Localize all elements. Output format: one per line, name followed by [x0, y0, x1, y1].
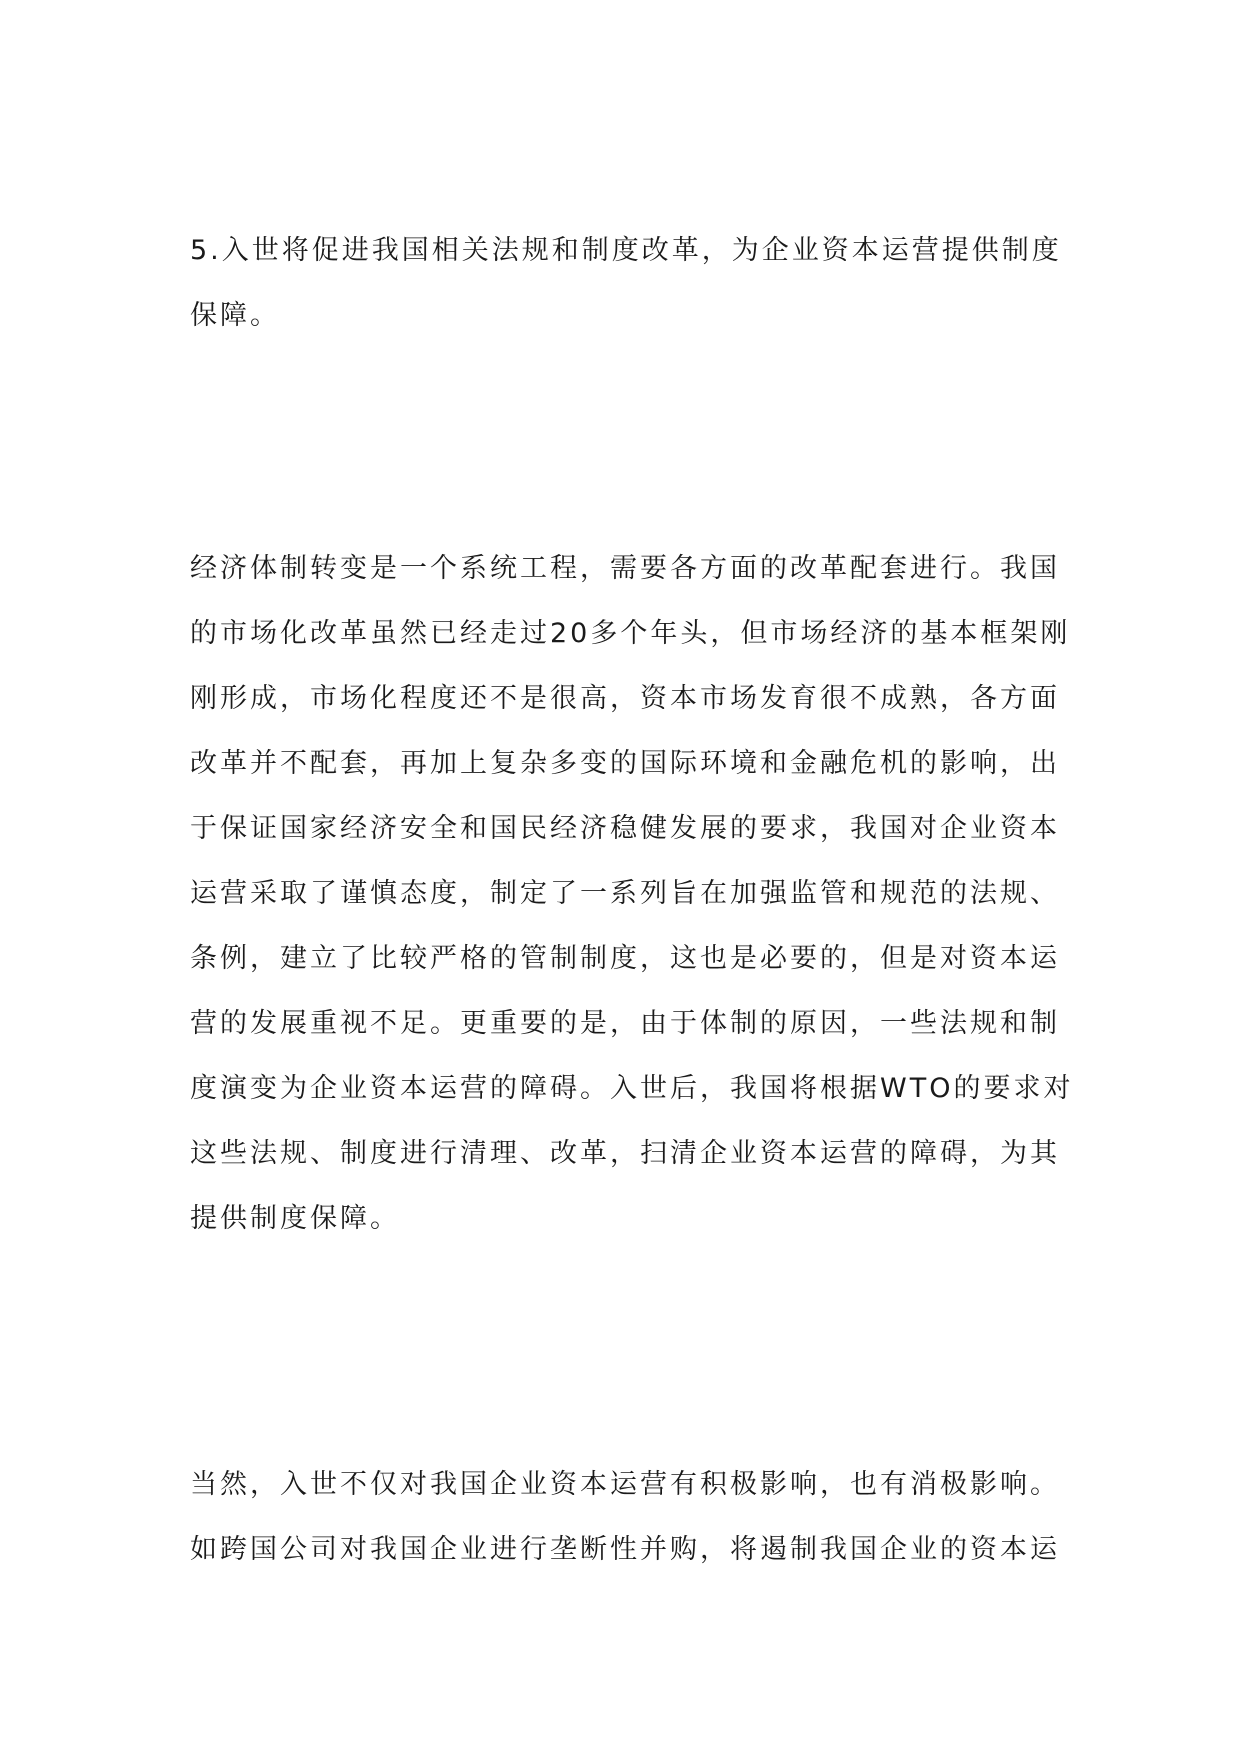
paragraph-body — [190, 536, 1074, 1251]
text-line: 这些法规、制度进行清理、改革，扫清企业资本运营的障碍，为其 — [190, 1138, 1060, 1169]
text-line: 当然，入世不仅对我国企业资本运营有积极影响，也有消极影响。 — [190, 1469, 1060, 1500]
text-line: 提供制度保障。 — [190, 1203, 400, 1234]
paragraph-conclusion — [190, 1452, 1060, 1582]
text-line: 营的发展重视不足。更重要的是，由于体制的原因，一些法规和制 — [190, 1008, 1060, 1039]
text-line: 的市场化改革虽然已经走过20多个年头，但市场经济的基本框架刚 — [190, 618, 1071, 649]
text-line: 于保证国家经济安全和国民经济稳健发展的要求，我国对企业资本 — [190, 813, 1060, 844]
paragraph-heading-5 — [190, 218, 1060, 348]
text-line: 如跨国公司对我国企业进行垄断性并购，将遏制我国企业的资本运 — [190, 1534, 1060, 1565]
text-line: 度演变为企业资本运营的障碍。入世后，我国将根据WTO的要求对 — [190, 1073, 1074, 1104]
text-line: 条例，建立了比较严格的管制制度，这也是必要的，但是对资本运 — [190, 943, 1060, 974]
text-line: 改革并不配套，再加上复杂多变的国际环境和金融危机的影响，出 — [190, 748, 1060, 779]
text-line: 经济体制转变是一个系统工程，需要各方面的改革配套进行。我国 — [190, 553, 1060, 584]
text-line: 保障。 — [190, 300, 280, 331]
text-line: 5.入世将促进我国相关法规和制度改革，为企业资本运营提供制度 — [190, 235, 1062, 266]
text-line: 刚形成，市场化程度还不是很高，资本市场发育很不成熟，各方面 — [190, 683, 1060, 714]
text-line: 运营采取了谨慎态度，制定了一系列旨在加强监管和规范的法规、 — [190, 878, 1060, 909]
